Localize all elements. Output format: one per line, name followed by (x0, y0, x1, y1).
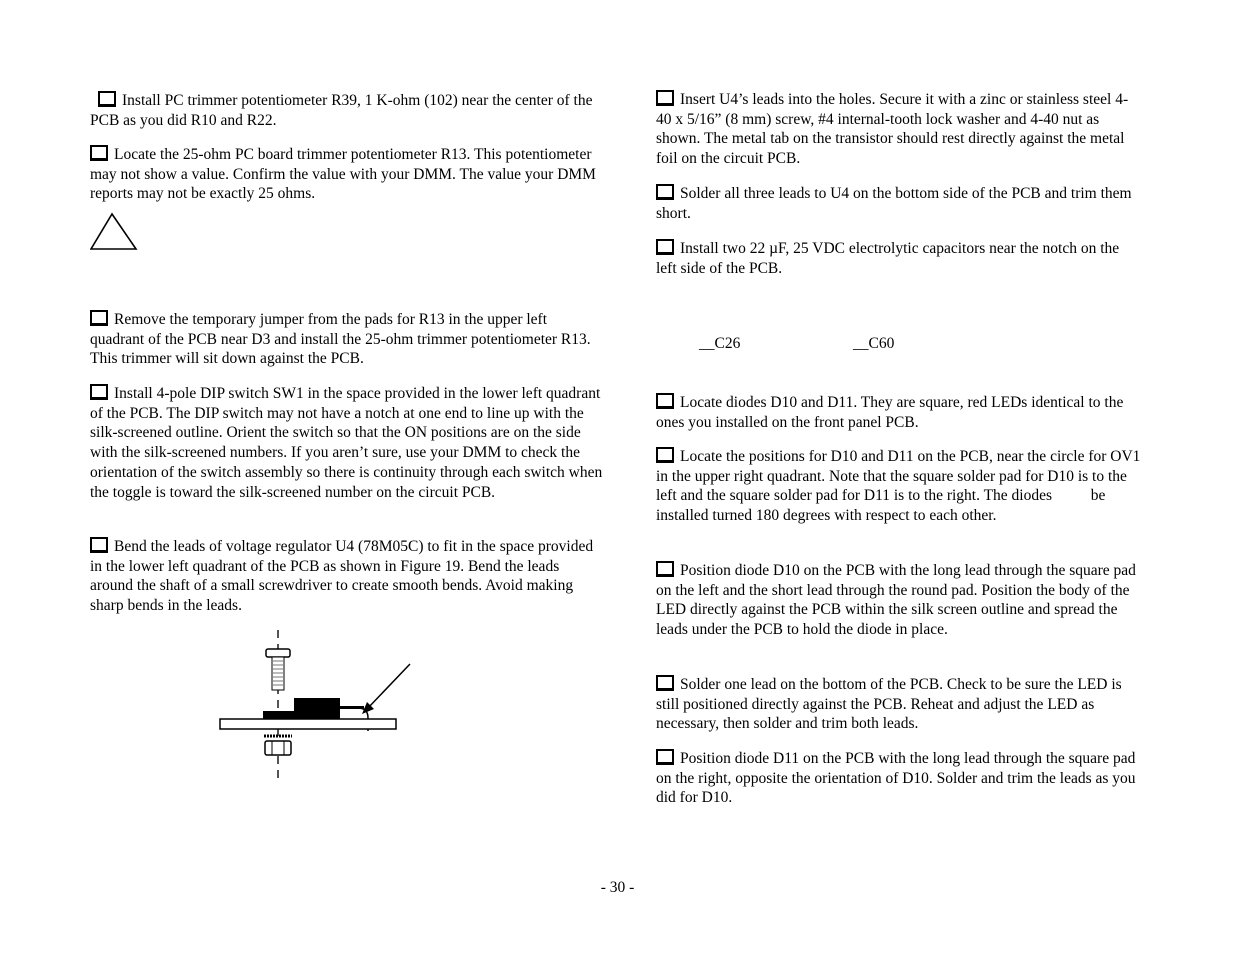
step-solder-led (656, 675, 1143, 734)
step-bend-u4-leads (90, 537, 605, 616)
capacitor-c26-checkitem[interactable]: __C26 (699, 335, 741, 352)
step-text: Bend the leads of voltage regulator U4 (78M05C) to fit in the space provided in the lower left quadrant of the PCB as shown in Figure 19. Bend the leads around the shaft of a small screwdriver to create smooth bends. Avoid making sharp bends in the leads. (90, 538, 594, 615)
step-text: Remove the temporary jumper from the pads for R13 in the upper left quadrant of the PCB near D3 and install the 25-ohm trimmer potentiometer R13. This trimmer will sit down against the PCB. (90, 311, 591, 368)
step-text: Install PC trimmer potentiometer R39, 1 K-ohm (102) near the center of the PCB as you did R10 and R22. (90, 92, 593, 129)
step-locate-d10-d11 (656, 393, 1143, 432)
step-install-capacitors (656, 239, 1143, 278)
step-position-d11 (656, 749, 1143, 808)
step-text: Position diode D11 on the PCB with the long lead through the square pad on the right, opposite the orientation of D10. Solder and trim the leads as you did for D10. (656, 750, 1136, 807)
step-text: Position diode D10 on the PCB with the long lead through the square pad on the left and the short lead through the round pad. Position the body of the LED directly against the PCB within the silk screen outline and spread the leads under the PCB to hold the diode in place. (656, 562, 1136, 639)
caution-triangle-icon (90, 212, 138, 252)
checkbox-icon[interactable] (656, 184, 674, 200)
step-text: Install 4-pole DIP switch SW1 in the space provided in the lower left quadrant of the PCB. The DIP switch may not have a notch at one end to line up with the silk-screened outline. Orient the switch so that the ON positions are on the side with the silk-screened numbers. If you aren’t sure, use your DMM to check the orientation of the switch assembly so there is continuity through each switch when the toggle is toward the silk-screened number on the circuit PCB. (90, 385, 603, 501)
u4-mounting-figure (218, 628, 418, 780)
step-position-d10 (656, 561, 1143, 640)
checkbox-icon[interactable] (656, 561, 674, 577)
step-text: Locate the 25-ohm PC board trimmer potentiometer R13. This potentiometer may not show a value. Confirm the value with your DMM. The value your DMM reports may not be exactly 25 ohms. (90, 146, 596, 203)
checkbox-icon[interactable] (90, 310, 108, 326)
checkbox-icon[interactable] (656, 675, 674, 691)
step-remove-jumper (90, 310, 605, 369)
checkbox-icon[interactable] (656, 239, 674, 255)
checkbox-icon[interactable] (90, 537, 108, 553)
checkbox-icon[interactable] (90, 384, 108, 400)
checkbox-icon[interactable] (656, 90, 674, 106)
step-text: Solder all three leads to U4 on the bottom side of the PCB and trim them short. (656, 185, 1132, 222)
step-solder-u4 (656, 184, 1143, 223)
step-text: Install two 22 µF, 25 VDC electrolytic capacitors near the notch on the left side of the PCB. (656, 240, 1120, 277)
step-locate-positions (656, 447, 1143, 526)
step-install-sw1 (90, 384, 605, 502)
checkbox-icon[interactable] (656, 447, 674, 463)
checkbox-icon[interactable] (90, 145, 108, 161)
step-locate-r13 (90, 145, 605, 204)
step-text: Locate diodes D10 and D11. They are square, red LEDs identical to the ones you installed on the front panel PCB. (656, 394, 1124, 431)
checkbox-icon[interactable] (98, 91, 116, 107)
step-text: Solder one lead on the bottom of the PCB. Check to be sure the LED is still positioned directly against the PCB. Reheat and adjust the LED as necessary, then solder and trim both leads. (656, 676, 1122, 733)
step-install-r39 (90, 91, 605, 130)
step-text: Insert U4’s leads into the holes. Secure it with a zinc or stainless steel 4-40 x 5/16” (8 mm) screw, #4 internal-tooth lock washer and 4-40 nut as shown. The metal tab on the transistor should rest directly against the metal foil on the circuit PCB. (656, 91, 1129, 168)
checkbox-icon[interactable] (656, 393, 674, 409)
step-text: Locate the positions for D10 and D11 on the PCB, near the circle for OV1 in the upper right quadrant. Note that the square solder pad for D10 is to the left and the square solder pad for D11 is to the right. The diodes be installed turned 180 degrees with respect to each other. (656, 448, 1145, 525)
step-insert-u4 (656, 90, 1143, 169)
page-number: - 30 - (600, 879, 635, 896)
checkbox-icon[interactable] (656, 749, 674, 765)
capacitor-c60-checkitem[interactable]: __C60 (853, 335, 895, 352)
